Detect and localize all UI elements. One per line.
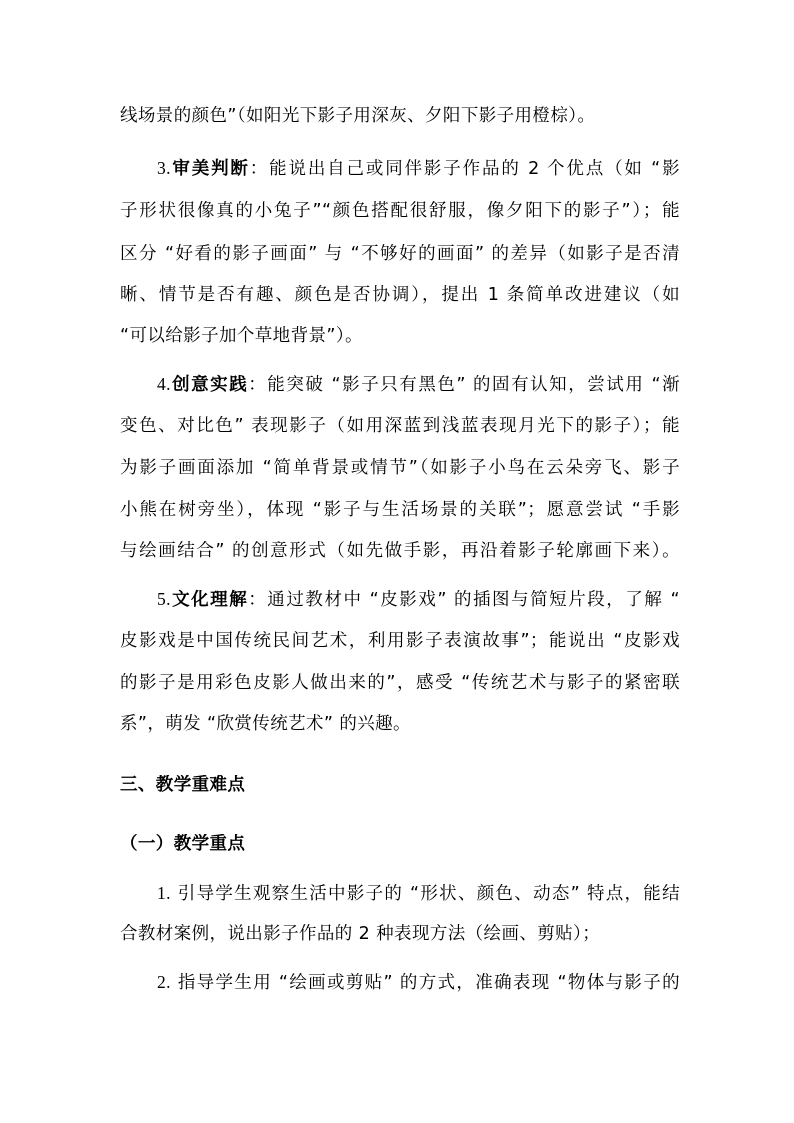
item-lead: 审美判断	[170, 159, 250, 179]
item-lead: 创意实践	[170, 375, 249, 395]
item-number: 5.	[157, 589, 171, 609]
section-heading: 三、教学重难点	[120, 775, 246, 795]
text-line: 合教材案例，说出影子作品的 2 种表现方法（绘画、剪贴）；	[120, 924, 601, 944]
creative-item	[157, 374, 680, 395]
item-text: 引导学生观察生活中影子的 “形状、颜色、动态” 特点，能结	[170, 884, 680, 904]
text-line: 与绘画结合” 的创意形式（如先做手影，再沿着影子轮廓画下来）。	[120, 541, 680, 561]
item-number: 4.	[157, 374, 171, 394]
point-item	[157, 883, 680, 904]
text-line: 变色、对比色” 表现影子（如用深蓝到浅蓝表现月光下的影子）；能	[120, 416, 680, 436]
item-number: 2.	[157, 972, 171, 992]
text-line: 区分 “好看的影子画面” 与 “不够好的画面” 的差异（如影子是否清	[120, 244, 680, 264]
text-line: 子形状很像真的小兔子”“颜色搭配很舒服，像夕阳下的影子”）；能	[120, 201, 680, 221]
point-item	[157, 972, 680, 993]
item-number: 1.	[157, 883, 171, 903]
item-text: ：能说出自己或同伴影子作品的 2 个优点（如 “影	[249, 159, 680, 179]
text-line: 皮影戏是中国传统民间艺术，利用影子表演故事”；能说出 “皮影戏	[120, 631, 680, 651]
item-lead: 文化理解	[170, 590, 249, 610]
item-text: ：通过教材中 “皮影戏” 的插图与简短片段，了解 “	[248, 590, 680, 610]
culture-item	[157, 589, 680, 610]
text-line: 晰、情节是否有趣、颜色是否协调），提出 1 条简单改进建议（如	[120, 285, 680, 305]
text-line: 线场景的颜色”（如阳光下影子用深灰、夕阳下影子用橙棕）。	[120, 106, 596, 126]
subsection-heading: （一）教学重点	[120, 834, 246, 854]
item-number: 3.	[157, 158, 171, 178]
text-line: 系”，萌发 “欣赏传统艺术” 的兴趣。	[120, 714, 411, 734]
aesthetic-item	[157, 158, 680, 179]
text-line: “可以给影子加个草地背景”）。	[120, 326, 363, 346]
item-text: 指导学生用 “绘画或剪贴” 的方式，准确表现 “物体与影子的	[170, 973, 680, 993]
item-text: ：能突破 “影子只有黑色” 的固有认知，尝试用 “渐	[248, 375, 680, 395]
text-line: 为影子画面添加 “简单背景或情节”（如影子小鸟在云朵旁飞、影子	[120, 458, 680, 478]
text-line: 的影子是用彩色皮影人做出来的”，感受 “传统艺术与影子的紧密联	[120, 673, 680, 693]
text-line: 小熊在树旁坐），体现 “影子与生活场景的关联”；愿意尝试 “手影	[120, 500, 680, 520]
